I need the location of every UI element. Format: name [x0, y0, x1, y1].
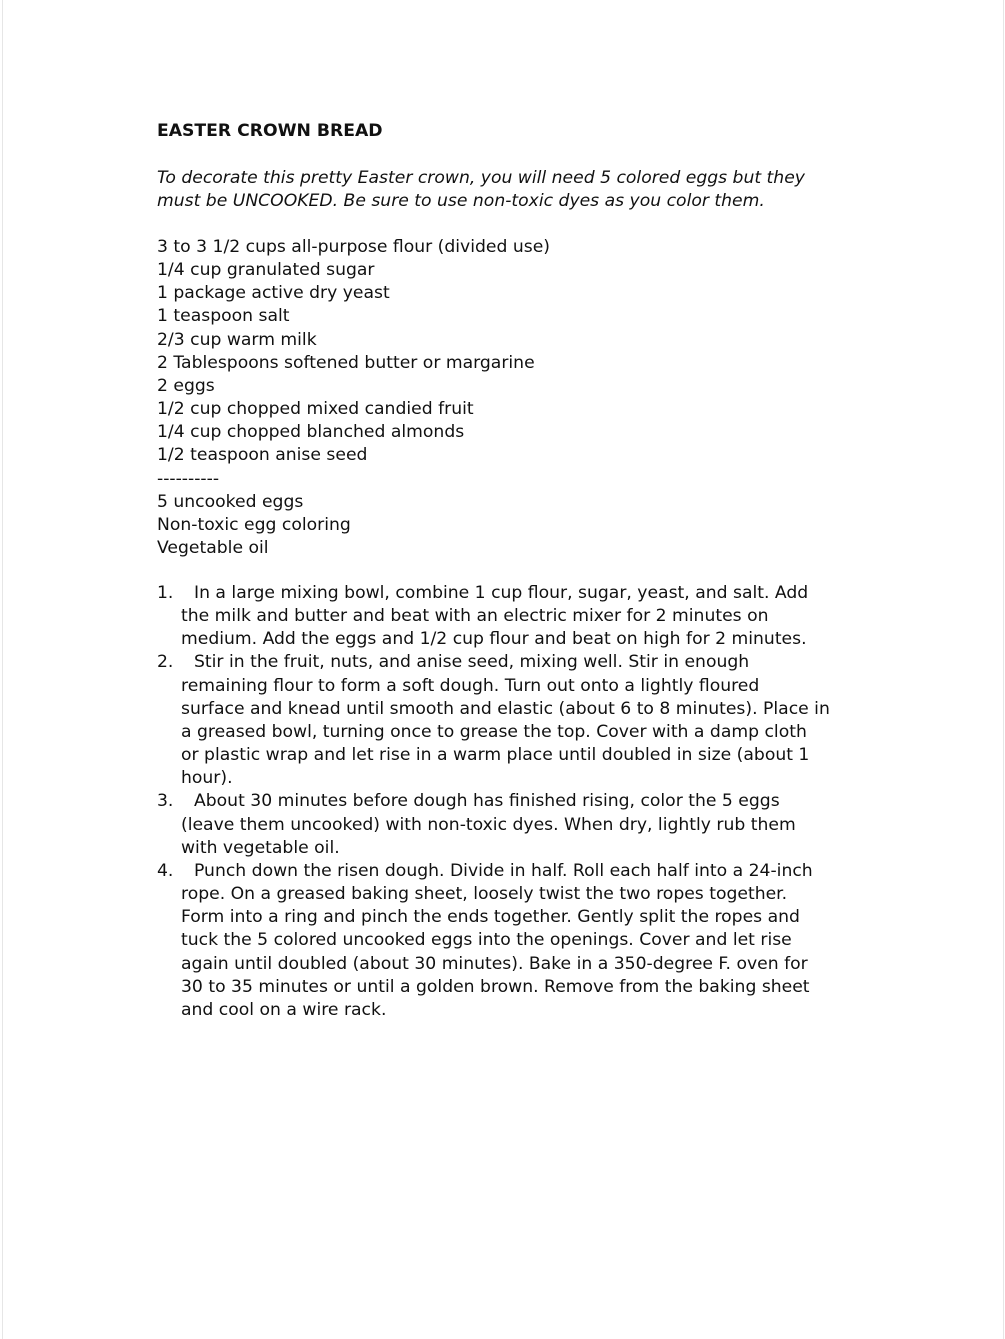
- step-line: 30 to 35 minutes or until a golden brown. Remove from the baking sheet: [181, 976, 810, 997]
- step-line: hour).: [181, 768, 233, 789]
- ingredient-item: 1/2 cup chopped mixed candied fruit: [157, 399, 474, 420]
- instruction-step: [157, 790, 830, 859]
- intro-line: To decorate this pretty Easter crown, you will need 5 colored eggs but they: [157, 168, 805, 188]
- intro-line: must be UNCOOKED. Be sure to use non-toxic dyes as you color them.: [157, 191, 765, 212]
- step-line: Punch down the risen dough. Divide in half. Roll each half into a 24-inch: [194, 860, 813, 881]
- step-line: surface and knead until smooth and elastic (about 6 to 8 minutes). Place in: [181, 698, 830, 719]
- step-line: and cool on a wire rack.: [181, 999, 387, 1020]
- step-line: or plastic wrap and let rise in a warm place until doubled in size (about 1: [181, 745, 810, 766]
- ingredient-item: Non-toxic egg coloring: [157, 514, 351, 535]
- ingredient-item: 2/3 cup warm milk: [157, 329, 317, 350]
- ingredient-list: [157, 236, 550, 560]
- ingredient-item: 3 to 3 1/2 cups all-purpose flour (divided use): [157, 237, 550, 257]
- step-number: 2.: [157, 652, 174, 673]
- instruction-step: [157, 582, 830, 651]
- step-text: [157, 651, 830, 790]
- recipe-title: EASTER CROWN BREAD: [157, 121, 383, 141]
- step-text: [157, 582, 830, 651]
- ingredient-item: 2 Tablespoons softened butter or margarine: [157, 352, 535, 373]
- step-line: with vegetable oil.: [181, 837, 340, 858]
- ingredient-item: 1/4 cup granulated sugar: [157, 260, 375, 281]
- ingredient-item: 1 teaspoon salt: [157, 306, 290, 327]
- step-line: again until doubled (about 30 minutes). Bake in a 350-degree F. oven for: [181, 953, 808, 974]
- ingredient-item: 1 package active dry yeast: [157, 283, 390, 304]
- ingredient-item: 2 eggs: [157, 375, 215, 396]
- step-line: Form into a ring and pinch the ends together. Gently split the ropes and: [181, 907, 800, 928]
- step-line: rope. On a greased baking sheet, loosely twist the two ropes together.: [181, 884, 788, 905]
- recipe-intro: [157, 167, 805, 213]
- ingredient-item: 1/2 teaspoon anise seed: [157, 445, 368, 466]
- instruction-list: [157, 582, 830, 1022]
- ingredient-item: 1/4 cup chopped blanched almonds: [157, 422, 465, 443]
- ingredient-item: 5 uncooked eggs: [157, 491, 304, 512]
- step-line: About 30 minutes before dough has finished rising, color the 5 eggs: [194, 791, 780, 812]
- ingredient-item: Vegetable oil: [157, 538, 269, 559]
- instruction-step: [157, 651, 830, 790]
- step-line: a greased bowl, turning once to grease the top. Cover with a damp cloth: [181, 721, 807, 742]
- step-number: 1.: [157, 583, 174, 603]
- step-line: Stir in the fruit, nuts, and anise seed, mixing well. Stir in enough: [194, 652, 750, 673]
- step-line: (leave them uncooked) with non-toxic dyes. When dry, lightly rub them: [181, 814, 796, 835]
- ingredient-separator: ----------: [157, 468, 220, 489]
- step-line: In a large mixing bowl, combine 1 cup flour, sugar, yeast, and salt. Add: [194, 583, 809, 603]
- step-number: 4.: [157, 860, 174, 881]
- step-line: the milk and butter and beat with an electric mixer for 2 minutes on: [181, 606, 769, 627]
- step-number: 3.: [157, 791, 174, 812]
- step-text: [157, 860, 830, 1022]
- step-line: tuck the 5 colored uncooked eggs into the openings. Cover and let rise: [181, 930, 792, 951]
- step-line: remaining flour to form a soft dough. Turn out onto a lightly floured: [181, 675, 760, 696]
- step-text: [157, 790, 830, 859]
- instruction-step: [157, 860, 830, 1022]
- step-line: medium. Add the eggs and 1/2 cup flour and beat on high for 2 minutes.: [181, 629, 807, 650]
- document-page: [2, 0, 1004, 1339]
